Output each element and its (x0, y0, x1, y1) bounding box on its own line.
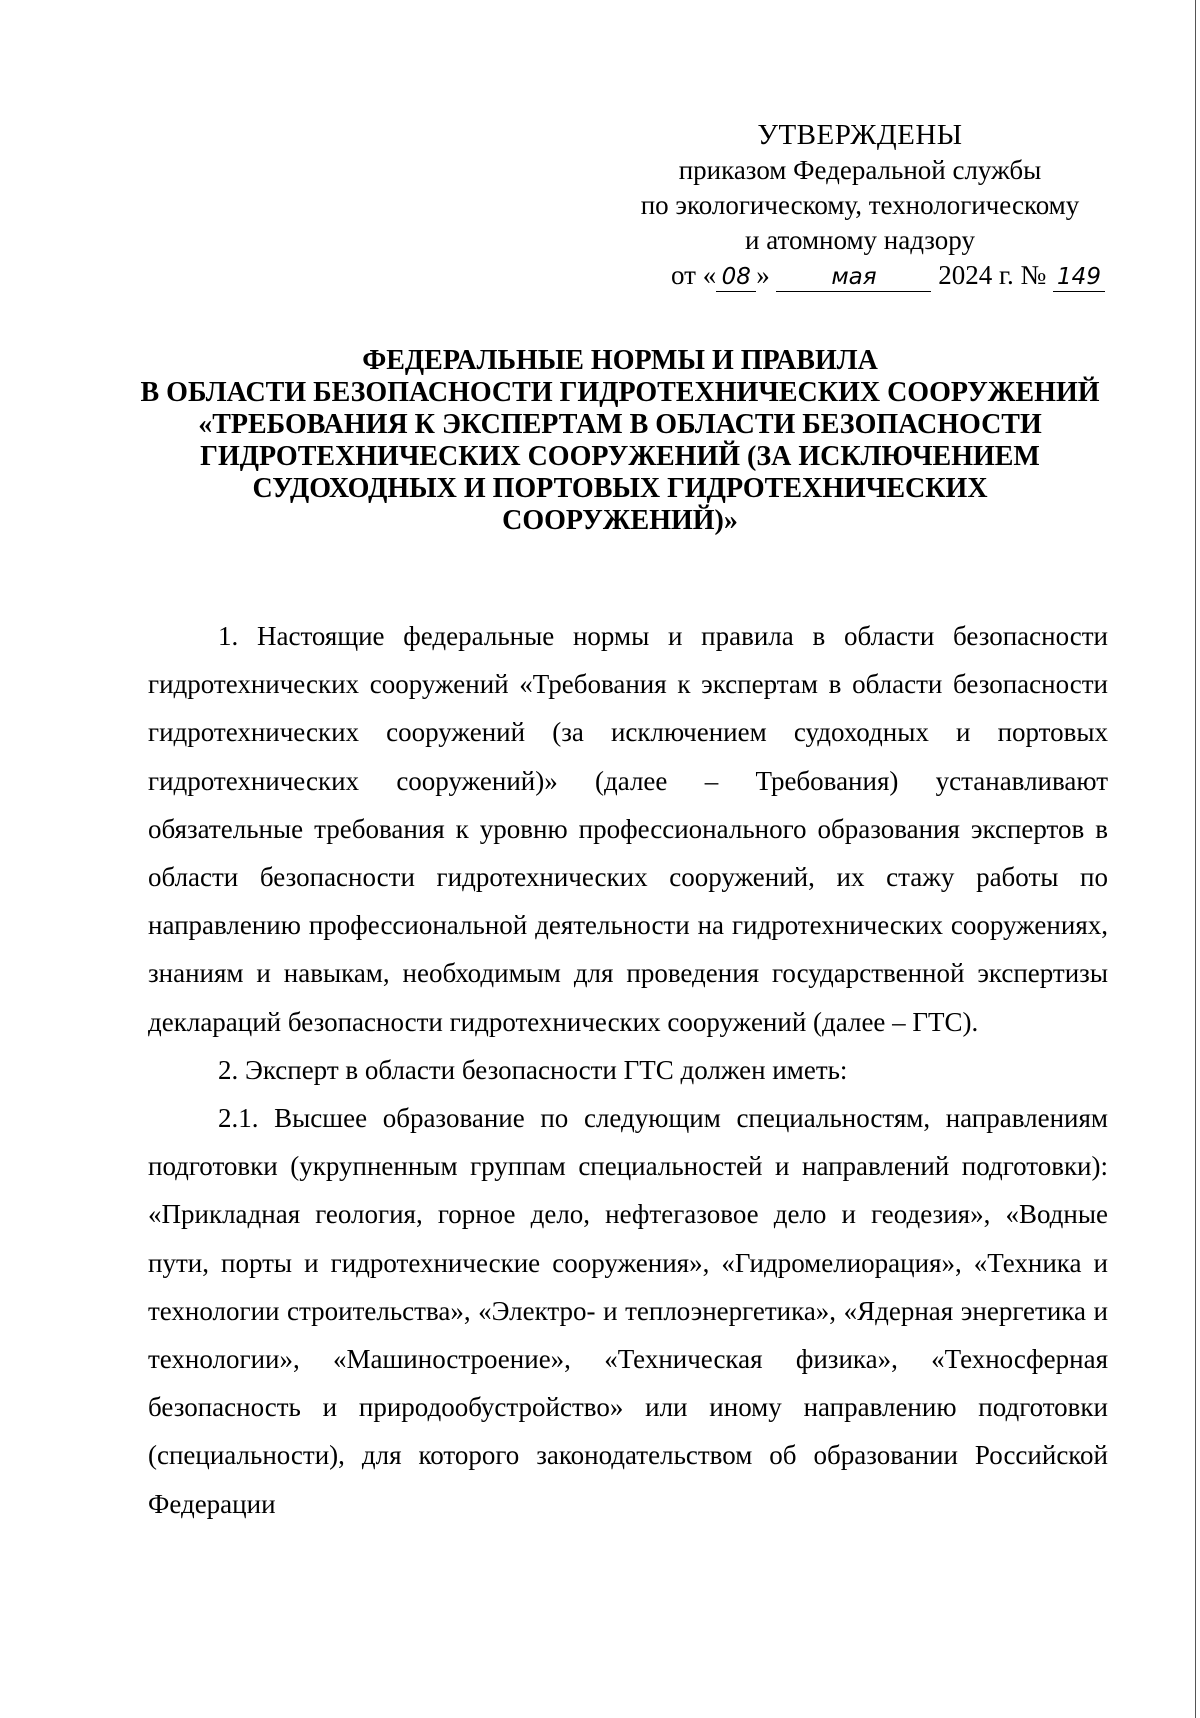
title-line: СООРУЖЕНИЙ)» (502, 505, 738, 536)
date-prefix: от « (671, 260, 717, 290)
approval-line-1: приказом Федеральной службы (678, 155, 1042, 185)
order-number-handwritten: 149 (1053, 263, 1105, 292)
title-line: В ОБЛАСТИ БЕЗОПАСНОСТИ ГИДРОТЕХНИЧЕСКИХ СООРУЖЕНИЙ (140, 377, 1100, 408)
approval-line-2: по экологическому, технологическому (640, 190, 1080, 220)
title-line: ФЕДЕРАЛЬНЫЕ НОРМЫ И ПРАВИЛА (362, 345, 878, 376)
scan-edge-line (1195, 0, 1196, 1718)
date-month-handwritten: мая (776, 263, 931, 292)
approval-heading: УТВЕРЖДЕНЫ (757, 119, 963, 151)
title-line: «ТРЕБОВАНИЯ К ЭКСПЕРТАМ В ОБЛАСТИ БЕЗОПАСНОСТИ (198, 409, 1042, 440)
date-year: 2024 г. № (938, 260, 1047, 290)
document-body (148, 612, 1108, 1528)
paragraph-2: 2. Эксперт в области безопасности ГТС должен иметь: (218, 1054, 848, 1085)
paragraph-1: 1. Настоящие федеральные нормы и правила в области безопасности гидротехнических сооружений «Требования к экспертам в области безопасности гидротехнических сооружений (за исключением судоходных и портовых гидротехнических сооружений)» (далее – Требования) устанавливают обязательные требования к уровню профессионального образования экспертов в области безопасности гидротехнических сооружений, их стажу работы по направлению профессиональной деятельности на гидротехнических сооружениях, знаниям и навыкам, необходимым для проведения государственной экспертизы деклараций безопасности гидротехнических сооружений (далее – ГТС). (148, 621, 1108, 1037)
title-line: ГИДРОТЕХНИЧЕСКИХ СООРУЖЕНИЙ (ЗА ИСКЛЮЧЕНИЕМ (200, 441, 1040, 472)
date-day-handwritten: 08 (716, 263, 756, 292)
title-line: СУДОХОДНЫХ И ПОРТОВЫХ ГИДРОТЕХНИЧЕСКИХ (252, 473, 988, 504)
document-title (140, 345, 1100, 537)
paragraph-2-1: 2.1. Высшее образование по следующим специальностям, направлениям подготовки (укрупненным группам специальностей и направлений подготовки): «Прикладная геология, горное дело, нефтегазовое дело и геодезия», «Водные пути, порты и гидротехнические сооружения», «Гидромелиорация», «Техника и технологии строительства», «Электро- и теплоэнергетика», «Ядерная энергетика и технологии», «Машиностроение», «Техническая физика», «Техносферная безопасность и природообустройство» или иному направлению подготовки (специальности), для которого законодательством об образовании Российской Федерации (148, 1103, 1108, 1519)
approval-date-line (590, 258, 1130, 293)
approval-line-3: и атомному надзору (745, 225, 975, 255)
date-mid: » (756, 260, 770, 290)
approval-block (590, 118, 1130, 293)
